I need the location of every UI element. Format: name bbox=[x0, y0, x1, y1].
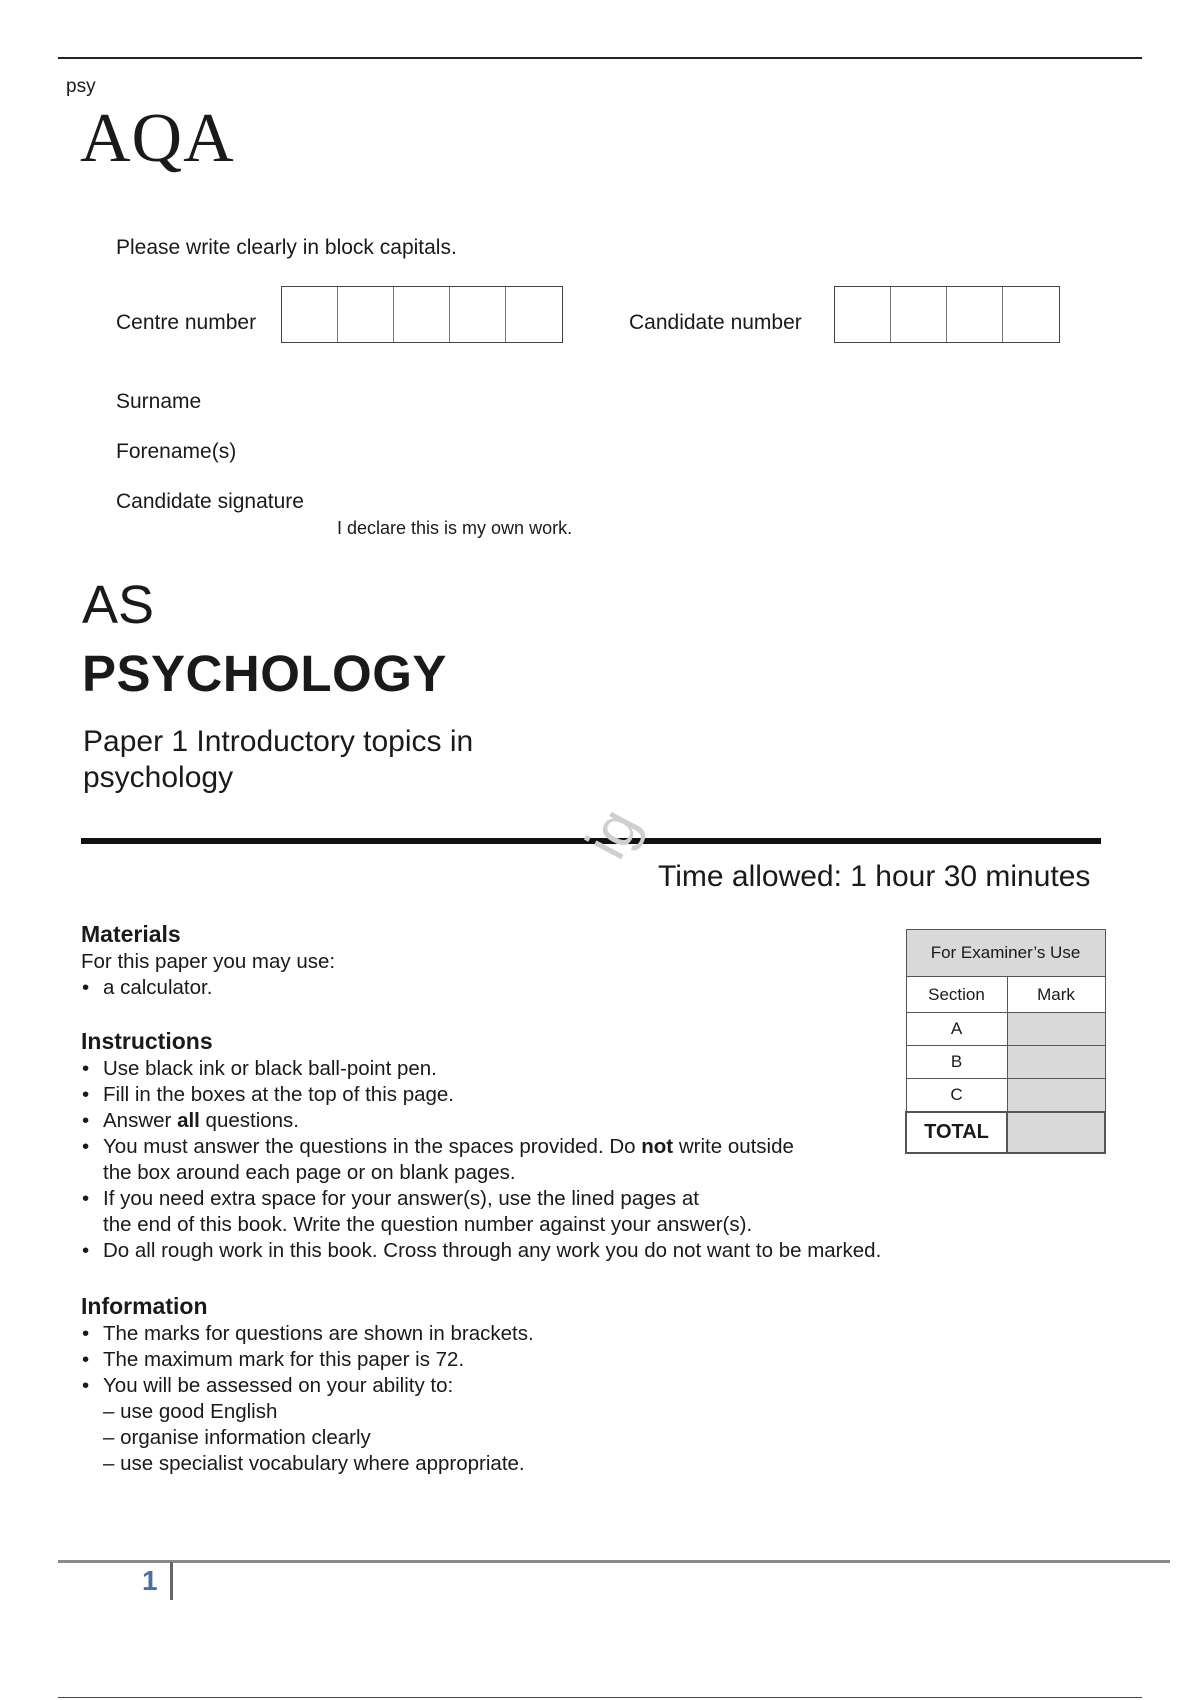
candidate-number-label: Candidate number bbox=[629, 311, 802, 334]
information-heading: Information bbox=[81, 1293, 208, 1319]
paper-title-line1: Paper 1 Introductory topics in bbox=[83, 725, 474, 758]
qualification-level: AS bbox=[82, 575, 155, 635]
bottom-rule bbox=[58, 1697, 1142, 1698]
assessment-item: – use good English bbox=[103, 1400, 278, 1423]
section-b-cell: B bbox=[906, 1046, 1007, 1079]
instruction-item: • Use black ink or black ball-point pen. bbox=[81, 1056, 881, 1082]
footer-rule bbox=[58, 1560, 1170, 1563]
page-number: 1 bbox=[142, 1565, 158, 1596]
information-item: • The maximum mark for this paper is 72. bbox=[81, 1347, 534, 1373]
surname-label: Surname bbox=[116, 390, 202, 413]
information-list bbox=[81, 1321, 534, 1399]
assessment-item: – use specialist vocabulary where appropriate. bbox=[103, 1452, 525, 1475]
signature-label: Candidate signature bbox=[116, 490, 304, 513]
assessment-list bbox=[81, 1399, 534, 1477]
instruction-item: • If you need extra space for your answer(s), use the lined pages at the end of this book. Write the question number against your answer(s). bbox=[81, 1186, 881, 1238]
candidate-digit-box[interactable] bbox=[891, 287, 947, 342]
centre-digit-box[interactable] bbox=[282, 287, 338, 342]
information-item: • You will be assessed on your ability to: bbox=[81, 1373, 534, 1399]
paper-title-line2: psychology bbox=[83, 761, 234, 794]
section-a-cell: A bbox=[906, 1013, 1007, 1046]
materials-heading: Materials bbox=[81, 921, 181, 947]
instructions-heading: Instructions bbox=[81, 1028, 213, 1054]
centre-number-label: Centre number bbox=[116, 311, 257, 334]
block-capitals-note: Please write clearly in block capitals. bbox=[116, 236, 457, 259]
centre-digit-box[interactable] bbox=[506, 287, 562, 342]
time-allowed: Time allowed: 1 hour 30 minutes bbox=[658, 860, 1091, 893]
total-mark-cell bbox=[1007, 1112, 1105, 1153]
candidate-number-boxes[interactable] bbox=[834, 286, 1060, 343]
centre-digit-box[interactable] bbox=[450, 287, 506, 342]
instruction-item: • Answer all questions. bbox=[81, 1108, 881, 1134]
paper-title bbox=[83, 724, 473, 796]
information-item: • The marks for questions are shown in brackets. bbox=[81, 1321, 534, 1347]
forenames-label: Forename(s) bbox=[116, 440, 237, 463]
mark-a-cell bbox=[1007, 1013, 1105, 1046]
centre-digit-box[interactable] bbox=[338, 287, 394, 342]
examiner-table-title: For Examiner’s Use bbox=[906, 930, 1105, 977]
candidate-digit-box[interactable] bbox=[835, 287, 891, 342]
declaration-text: I declare this is my own work. bbox=[337, 518, 573, 538]
top-rule bbox=[58, 57, 1142, 59]
mark-c-cell bbox=[1007, 1079, 1105, 1112]
materials-list bbox=[81, 975, 335, 1001]
candidate-digit-box[interactable] bbox=[1003, 287, 1059, 342]
examiner-use-table bbox=[905, 929, 1106, 1154]
candidate-digit-box[interactable] bbox=[947, 287, 1003, 342]
instructions-section bbox=[81, 1030, 881, 1264]
mark-b-cell bbox=[1007, 1046, 1105, 1079]
instructions-list bbox=[81, 1056, 881, 1264]
instruction-item: • You must answer the questions in the spaces provided. Do not write outside the box around each page or on blank pages. bbox=[81, 1134, 881, 1186]
information-section bbox=[81, 1295, 534, 1477]
centre-number-boxes[interactable] bbox=[281, 286, 563, 343]
centre-digit-box[interactable] bbox=[394, 287, 450, 342]
aqa-logo: AQA bbox=[80, 100, 235, 177]
section-c-cell: C bbox=[906, 1079, 1007, 1112]
materials-section bbox=[81, 923, 335, 1001]
materials-intro: For this paper you may use: bbox=[81, 950, 336, 973]
instruction-item: • Do all rough work in this book. Cross through any work you do not want to be marked. bbox=[81, 1238, 881, 1264]
mark-column-header: Mark bbox=[1007, 977, 1105, 1013]
subject-title: PSYCHOLOGY bbox=[82, 645, 447, 702]
section-column-header: Section bbox=[906, 977, 1007, 1013]
materials-item: • a calculator. bbox=[81, 975, 335, 1001]
instruction-item: • Fill in the boxes at the top of this page. bbox=[81, 1082, 881, 1108]
paper-code: psy bbox=[66, 76, 96, 97]
watermark-mark: ig bbox=[573, 798, 652, 869]
page-number-divider bbox=[170, 1562, 173, 1600]
total-label-cell: TOTAL bbox=[906, 1112, 1007, 1153]
assessment-item: – organise information clearly bbox=[103, 1426, 371, 1449]
